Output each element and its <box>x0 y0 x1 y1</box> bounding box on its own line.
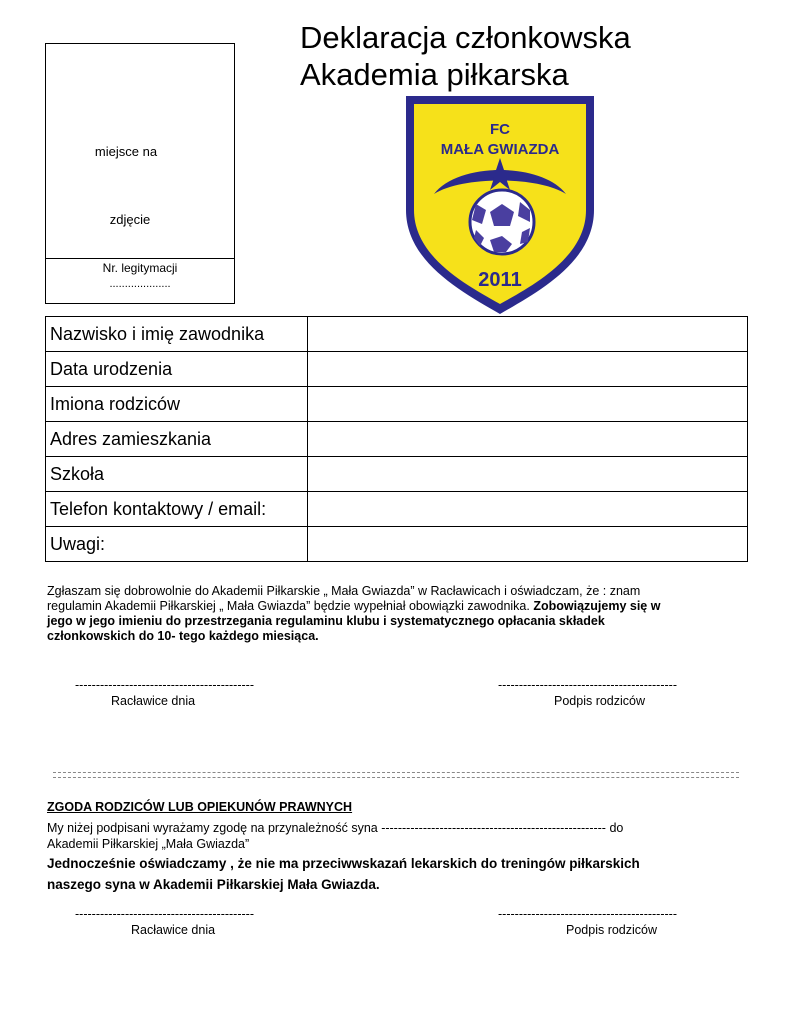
field-value-input[interactable] <box>308 387 748 422</box>
membership-declaration <box>47 584 759 644</box>
declaration-line4: członkowskich do 10- tego każdego miesiąca. <box>47 629 319 643</box>
declaration-line2 <box>47 599 759 614</box>
club-crest-logo <box>398 92 602 318</box>
consent-line2: Akademii Piłkarskiej „Mała Gwiazda” <box>47 837 250 851</box>
photo-label-line1: miejsce na <box>94 144 158 159</box>
date-signature-line-2[interactable]: ------------------------------------------- <box>75 907 254 921</box>
crest-football-icon <box>470 190 534 254</box>
declaration-line3: jego w jego imieniu do przestrzegania regulaminu klubu i systematycznego opłacania składek <box>47 614 605 628</box>
table-row <box>46 422 748 457</box>
crest-year: 2011 <box>478 269 522 291</box>
field-label: Data urodzenia <box>46 352 308 387</box>
page-title-line1: Deklaracja członkowska <box>300 20 631 55</box>
table-row <box>46 317 748 352</box>
consent-medical-statement-2: naszego syna w Akademii Piłkarskiej Mała Gwiazda. <box>47 877 380 892</box>
parent-signature-label-1: Podpis rodziców <box>554 694 646 708</box>
page-title-line2: Akademia piłkarska <box>300 57 569 92</box>
parent-signature-line-2[interactable]: ------------------------------------------- <box>498 907 677 921</box>
parent-signature-line-1[interactable]: ------------------------------------------- <box>498 678 677 692</box>
declaration-line2-bold: Zobowiązujemy się w <box>533 599 661 613</box>
field-label: Adres zamieszkania <box>46 422 308 457</box>
date-label-2: Racławice dnia <box>131 923 216 937</box>
consent-line1: My niżej podpisani wyrażamy zgodę na przynależność syna ------------------------------------------------------ do <box>47 821 624 835</box>
photo-placeholder-box <box>45 43 235 304</box>
field-value-input[interactable] <box>308 527 748 562</box>
crest-fc-text: FC <box>490 121 510 138</box>
consent-medical-statement-1: Jednocześnie oświadczamy , że nie ma przeciwwskazań lekarskich do treningów piłkarskich <box>47 856 640 871</box>
date-label-1: Racławice dnia <box>111 694 196 708</box>
photo-label-line2: zdjęcie <box>109 212 151 227</box>
field-label: Uwagi: <box>46 527 308 562</box>
id-number-field[interactable]: .................... <box>109 278 171 290</box>
declaration-line2-normal: regulamin Akademii Piłkarskiej „ Mała Gwiazda” będzie wypełniał obowiązki zawodnika. <box>47 599 534 613</box>
parent-signature-label-2: Podpis rodziców <box>566 923 658 937</box>
field-label: Imiona rodziców <box>46 387 308 422</box>
table-row <box>46 352 748 387</box>
field-value-input[interactable] <box>308 457 748 492</box>
section-separator <box>53 772 739 778</box>
table-row <box>46 387 748 422</box>
field-label: Szkoła <box>46 457 308 492</box>
photo-box-divider <box>46 258 234 259</box>
player-details-body <box>46 317 748 562</box>
table-row <box>46 457 748 492</box>
field-label: Nazwisko i imię zawodnika <box>46 317 308 352</box>
field-label: Telefon kontaktowy / email: <box>46 492 308 527</box>
crest-club-name: MAŁA GWIAZDA <box>440 141 560 158</box>
date-signature-line-1[interactable]: ------------------------------------------- <box>75 678 254 692</box>
id-number-label: Nr. legitymacji <box>102 261 178 275</box>
table-row <box>46 527 748 562</box>
player-details-table <box>45 316 748 562</box>
field-value-input[interactable] <box>308 317 748 352</box>
table-row <box>46 492 748 527</box>
field-value-input[interactable] <box>308 352 748 387</box>
field-value-input[interactable] <box>308 492 748 527</box>
field-value-input[interactable] <box>308 422 748 457</box>
declaration-line1: Zgłaszam się dobrowolnie do Akademii Piłkarskie „ Mała Gwiazda” w Racławicach i oświadczam, że : znam <box>47 584 641 598</box>
consent-heading: ZGODA RODZICÓW LUB OPIEKUNÓW PRAWNYCH <box>47 800 353 814</box>
